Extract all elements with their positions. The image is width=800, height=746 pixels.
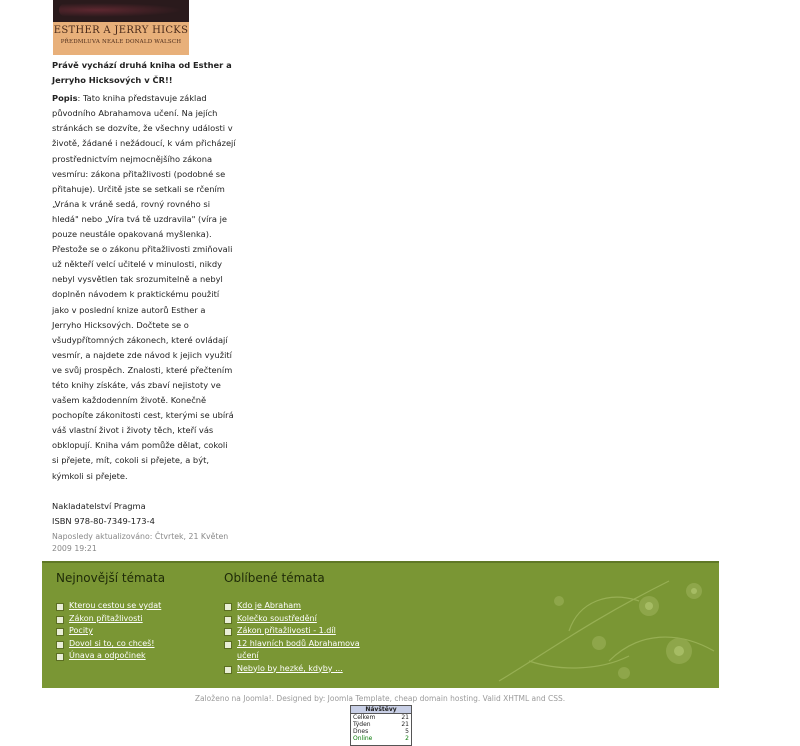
list-item — [56, 613, 206, 626]
popular-topics-title: Oblíbené témata — [224, 571, 325, 585]
book-cover-image — [53, 0, 189, 55]
bullet-icon — [56, 641, 64, 649]
article-headline: Právě vychází druhá kniha od Esther a Jerryho Hicksových v ČR!! — [52, 60, 232, 86]
bullet-icon — [224, 641, 232, 649]
bullet-icon — [224, 666, 232, 674]
bullet-icon — [224, 628, 232, 636]
bullet-icon — [224, 603, 232, 611]
counter-label: Celkem — [353, 714, 376, 721]
counter-label: Týden — [353, 721, 371, 728]
isbn: ISBN 978-80-7349-173-4 — [52, 515, 155, 526]
popular-topic-link[interactable]: Zákon přitažlivosti - 1.díl — [237, 626, 336, 635]
description-text: : Tato kniha představuje základ původního Abrahamova učení. Na jejích stránkách se dozvíte, že všechny události v životě, žádané i nežádoucí, k vám přicházejí prostřednictvím nejmocnějšího zákona vesmíru: zákona přitažlivosti (podobné se přitahuje). Určitě jste se setkali se rčením „Vrána k vráně sedá, rovný rovného si hledá" nebo „Víra tvá tě uzdravila" (víra je pouze neustále opakovaná myšlenka). Přestože se o zákonu přitažlivosti zmiňovali už někteří velcí učitelé v minulosti, nikdy nebyl vysvětlen tak srozumitelně a nebyl doplněn návodem k praktickému použití jako v poslední knize autorů Esther a Jerryho Hicksových. Dočtete se o všudypřítomných zákonech, které ovládají vesmír, a najdete zde návod k jejich využití ve svůj prospěch. Znalosti, které přečtením této knihy získáte, vás zbaví nejistoty ve vašem každodenním životě. Konečně pochopíte zákonitosti cest, kterými se ubírá váš vlastní život i životy těch, kteří vás obklopují. Kniha vám pomůže dělat, cokoli si přejete, mít, cokoli si přejete, a být, kýmkoli si přejete. — [52, 93, 236, 481]
counter-row — [351, 721, 411, 728]
cover-foreword: PŘEDMLUVA NEALE DONALD WALSCH — [60, 39, 182, 45]
bullet-icon — [56, 653, 64, 661]
newest-topic-link[interactable]: Kterou cestou se vydat — [69, 601, 162, 610]
visitor-counter — [350, 705, 412, 746]
list-item — [56, 625, 206, 638]
publisher: Nakladatelství Pragma — [52, 500, 146, 511]
cover-author: ESTHER A JERRY HICKS — [53, 25, 189, 36]
counter-row — [351, 728, 411, 735]
list-item — [56, 650, 206, 663]
newest-topic-link[interactable]: Dovol si to, co chceš! — [69, 638, 155, 648]
counter-value: 21 — [401, 714, 409, 721]
list-item — [224, 625, 364, 638]
counter-row — [351, 735, 411, 742]
popular-topic-link[interactable]: Kolečko soustředění — [237, 613, 317, 623]
bullet-icon — [56, 628, 64, 636]
list-item — [56, 638, 206, 651]
counter-value: 2 — [405, 735, 409, 742]
popular-topic-link[interactable]: Nebylo by hezké, kdyby ... — [237, 663, 343, 673]
article — [52, 58, 236, 555]
newest-topics-list — [56, 600, 206, 663]
bullet-icon — [56, 603, 64, 611]
counter-title: Návštěvy — [351, 706, 411, 714]
counter-value: 5 — [405, 728, 409, 735]
list-item — [56, 600, 206, 613]
newest-topic-link[interactable]: Pocity — [69, 626, 93, 635]
bullet-icon — [224, 616, 232, 624]
list-item — [224, 638, 364, 663]
counter-value: 21 — [401, 721, 409, 728]
newest-topic-link[interactable]: Únava a odpočinek — [69, 651, 146, 660]
popular-topic-link[interactable]: Kdo je Abraham — [237, 601, 301, 610]
counter-label: Dnes — [353, 728, 369, 735]
bullet-icon — [56, 616, 64, 624]
popular-topics-list — [224, 600, 364, 675]
counter-label: Online — [353, 735, 373, 742]
popular-topic-link[interactable]: 12 hlavních bodů Abrahamova učení — [237, 638, 360, 660]
cover-artwork — [53, 0, 189, 22]
floral-ornament-icon — [489, 561, 719, 688]
last-updated: Naposledy aktualizováno: Čtvrtek, 21 Květen 2009 19:21 — [52, 531, 229, 553]
newest-topic-link[interactable]: Zákon přitažlivosti — [69, 613, 143, 623]
list-item — [224, 613, 364, 626]
cover-text-panel — [53, 22, 189, 55]
footer-band — [42, 561, 719, 688]
newest-topics-title: Nejnovější témata — [56, 571, 166, 585]
list-item — [224, 600, 364, 613]
counter-row — [351, 714, 411, 721]
site-credits[interactable]: Založeno na Joomla!. Designed by: Joomla Template, cheap domain hosting. Valid XHTML and CSS. — [194, 694, 566, 703]
article-description — [52, 91, 236, 483]
description-label: Popis — [52, 93, 78, 104]
list-item — [224, 663, 364, 676]
